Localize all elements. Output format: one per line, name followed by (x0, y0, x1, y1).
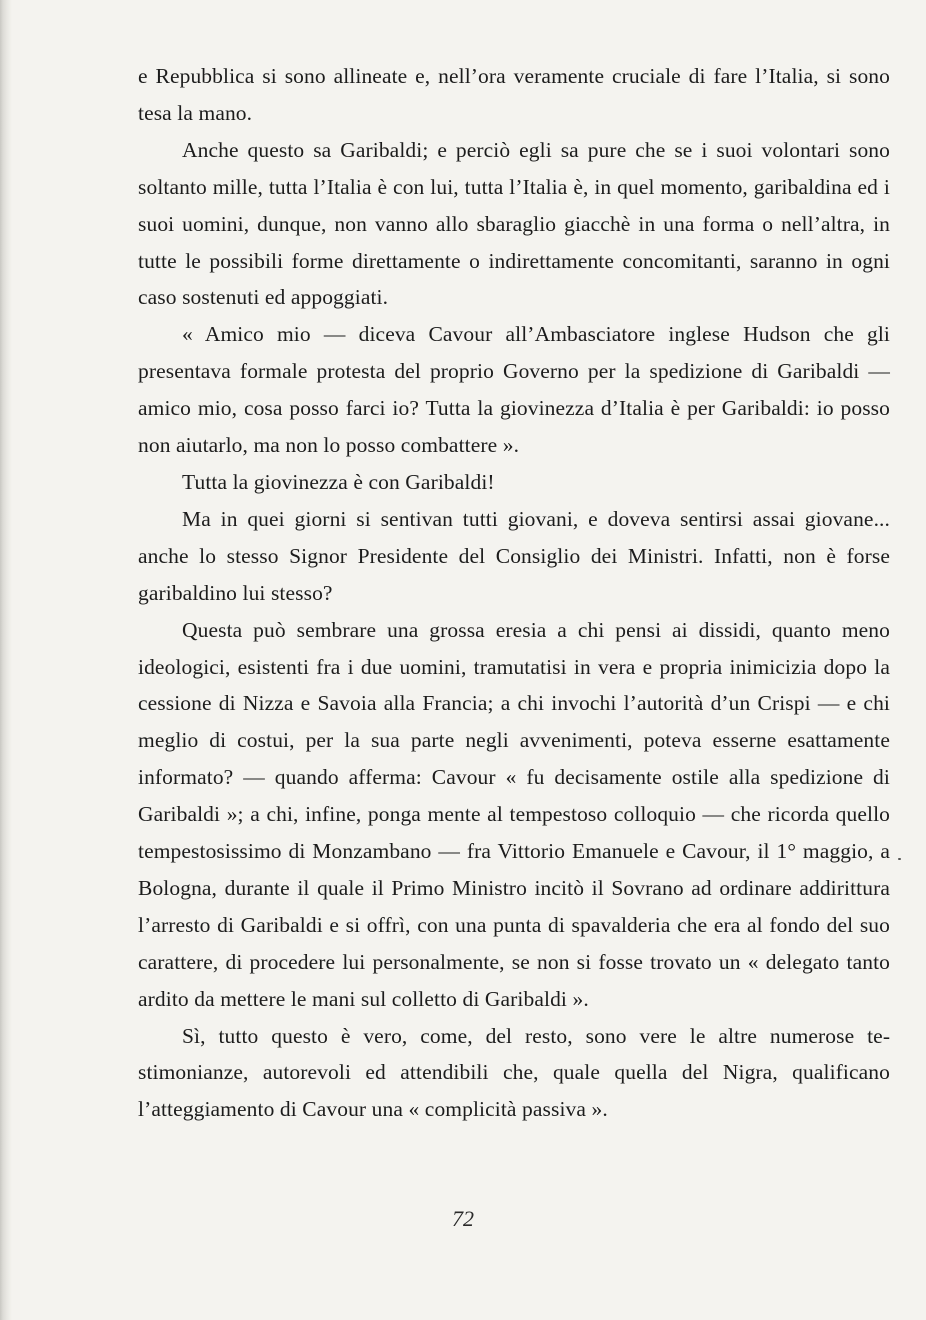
paragraph-2: Anche questo sa Garibaldi; e perciò egli sa pure che se i suoi volontari sono soltanto mille, tutta l’Italia è con lui, tutta l’Italia è, in quel momento, garibaldina ed i suoi uomini, dunque, non vanno allo sbaraglio giacchè in una forma o nell’altra, in tutte le possibili forme direttamente o indirettamente concomitanti, saranno in ogni caso sostenuti ed appoggiati. (138, 137, 890, 310)
paragraph-6: Questa può sembrare una grossa eresia a chi pensi ai dissidi, quanto meno ideologici, esistenti fra i due uomini, tramutatisi in vera e propria inimicizia dopo la cessione di Nizza e Savoia alla Francia; a chi invochi l’autorità d’un Crispi — e chi meglio di costui, per la sua parte negli avvenimenti, poteva esserne esattamente informato? — quando afferma: Cavour « fu decisamente ostile alla spedizione di Garibaldi »; a chi, infine, ponga mente al tempestoso colloquio — che ricorda quello tempestosissimo di Monzambano — fra Vittorio Emanuele e Cavour, il 1° maggio, a Bologna, durante il quale il Primo Ministro incitò il Sovrano ad ordinare addirittura l’arresto di Garibaldi e si offrì, con una punta di spavalderia che era al fondo del suo carattere, di procedere lui personalmente, se non si fosse trovato un « delegato tanto ardito da mettere le mani sul colletto di Garibaldi ». (138, 617, 890, 1011)
paragraph-3: « Amico mio — diceva Cavour all’Ambasciatore inglese Hudson che gli presentava formale protesta del proprio Governo per la spedizione di Garibaldi — amico mio, cosa posso farci io? Tutta la giovinezza d’Italia è per Garibaldi: io posso non aiutarlo, ma non lo posso combattere ». (138, 322, 890, 458)
page-binding-edge (0, 0, 12, 1320)
page-number: 72 (452, 1206, 474, 1231)
paragraph-1: e Repubblica si sono allineate e, nell’ora veramente cruciale di fare l’Italia, si sono tesa la mano. (138, 64, 890, 125)
body-text (138, 58, 890, 1128)
paragraph-5: Ma in quei giorni si sentivan tutti giovani, e doveva sentirsi assai giovane... anche lo stesso Signor Presidente del Consiglio dei Ministri. Infatti, non è forse garibaldino lui stesso? (138, 506, 890, 605)
paragraph-4: Tutta la giovinezza è con Garibaldi! (182, 469, 495, 494)
scan-speck (898, 858, 901, 860)
paragraph-7: Sì, tutto questo è vero, come, del resto, sono vere le altre numerose testimonianze, autorevoli ed attendibili che, quale quella del Nigra, qualificano l’atteggiamento di Cavour una « complicità passiva ». (138, 1023, 890, 1122)
